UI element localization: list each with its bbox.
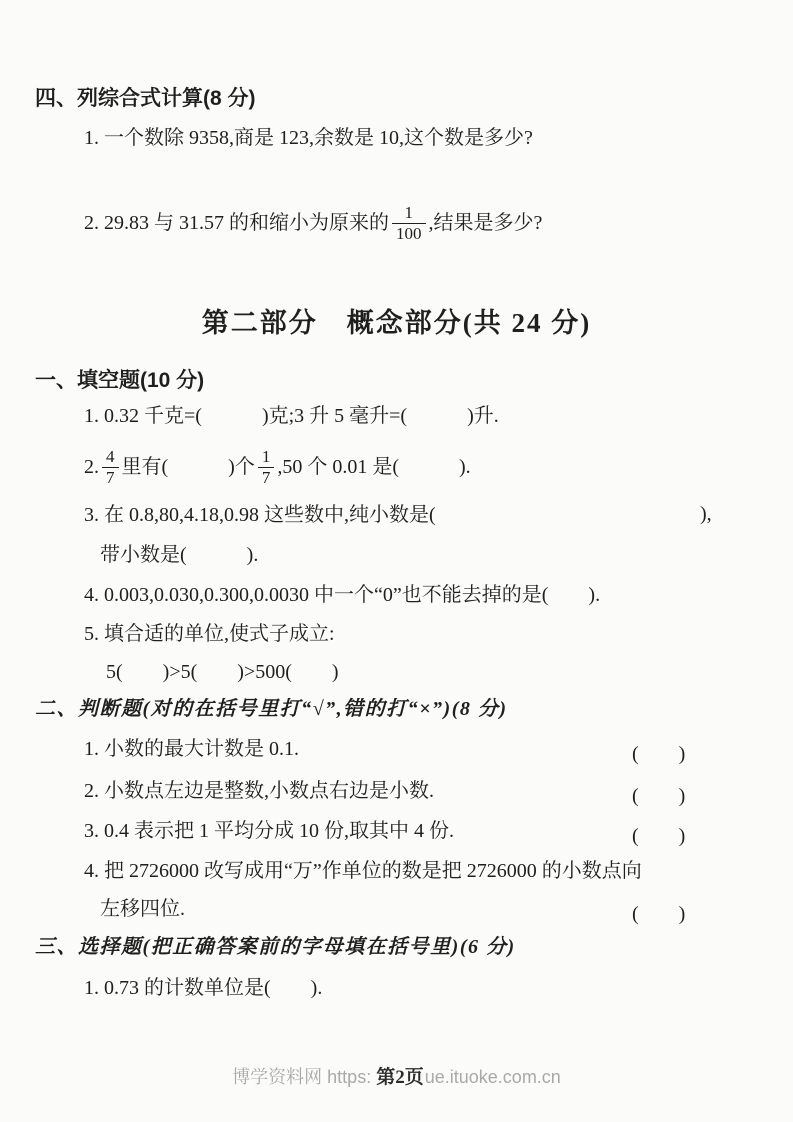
fraction-numerator: 4 [102,448,119,468]
fraction-1-7 [258,448,275,487]
fill-question-2-mid: 里有( )个 [121,455,255,478]
judge-question-4-line1: 4. 把 2726000 改写成用“万”作单位的数是把 2726000 的小数点向 [84,860,642,882]
fraction-denominator: 100 [396,223,422,243]
section-heading-judge: 二、判断题(对的在括号里打“√”,错的打“×”)(8 分) [35,698,508,720]
fill-question-2 [84,441,471,493]
judge-question-1: 1. 小数的最大计数是 0.1. [84,738,299,760]
page-number-label: 第2页 [376,1067,424,1088]
judge-question-3: 3. 0.4 表示把 1 平均分成 10 份,取其中 4 份. [84,820,454,842]
calc-question-2 [84,197,542,249]
section-heading-fill: 一、填空题(10 分) [35,369,205,392]
fraction-1-100 [392,204,426,243]
fill-question-5-line1: 5. 填合适的单位,使式子成立: [84,623,335,645]
fraction-denominator: 7 [261,467,271,487]
calc-question-2-prefix: 2. 29.83 与 31.57 的和缩小为原来的 [84,211,389,234]
judge-answer-paren-2: ( ) [632,785,686,807]
fraction-numerator: 1 [258,448,275,468]
fill-question-2-label: 2. [84,455,99,478]
judge-question-4-line2: 左移四位. [100,898,185,920]
choice-question-1: 1. 0.73 的计数单位是( ). [84,977,323,999]
fill-question-3-close-paren: ), [700,503,712,525]
part-two-title: 第二部分 概念部分(共 24 分) [201,308,592,338]
page-footer [0,1062,793,1089]
footer-watermark-left: 博学资料网 https: [232,1067,372,1087]
fill-question-5-line2: 5( )>5( )>500( ) [106,661,339,683]
fill-question-4: 4. 0.003,0.030,0.300,0.0030 中一个“0”也不能去掉的是( ). [84,584,601,606]
fill-question-2-suffix: ,50 个 0.01 是( ). [277,455,471,478]
calc-question-1: 1. 一个数除 9358,商是 123,余数是 10,这个数是多少? [84,127,533,149]
calc-question-2-suffix: ,结果是多少? [428,211,543,234]
section-heading-choice: 三、选择题(把正确答案前的字母填在括号里)(6 分) [35,936,516,958]
fill-question-1: 1. 0.32 千克=( )克;3 升 5 毫升=( )升. [84,405,499,427]
footer-watermark-right: ue.ituoke.com.cn [424,1067,561,1087]
judge-answer-paren-4: ( ) [632,903,686,925]
fill-question-3-line1: 3. 在 0.8,80,4.18,0.98 这些数中,纯小数是( [84,504,436,526]
section-heading-calc: 四、列综合式计算(8 分) [35,87,256,110]
fraction-4-7 [102,448,119,487]
fraction-denominator: 7 [106,467,115,487]
fill-question-3-line2: 带小数是( ). [100,544,259,566]
judge-answer-paren-3: ( ) [632,825,686,847]
fraction-numerator: 1 [392,204,426,224]
judge-answer-paren-1: ( ) [632,743,686,765]
judge-question-2: 2. 小数点左边是整数,小数点右边是小数. [84,780,434,802]
